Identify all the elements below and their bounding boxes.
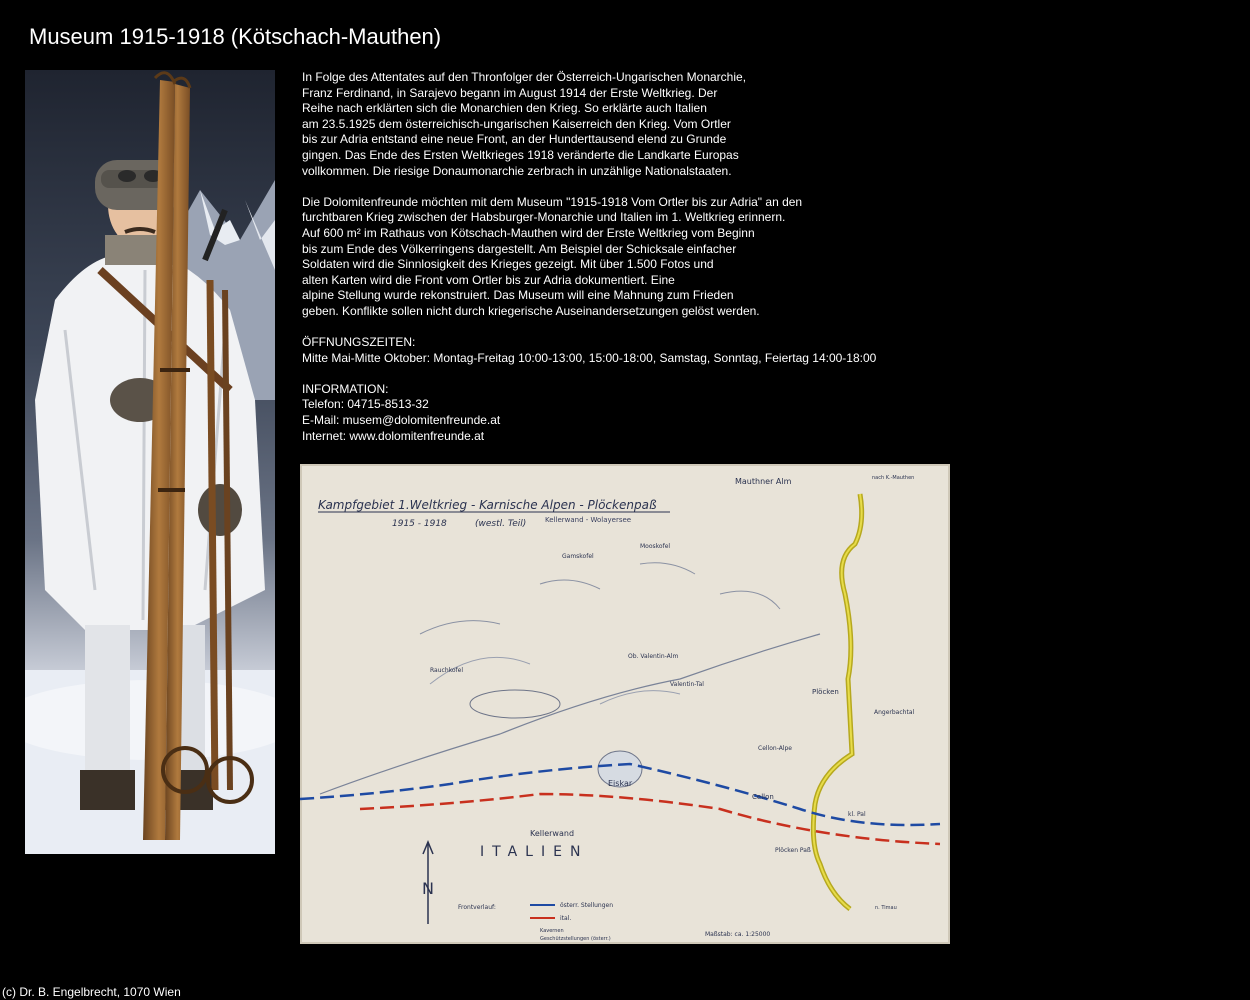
text-line: geben. Konflikte sollen nicht durch kriegerische Auseinandersetzungen gelöst werden. <box>302 303 760 318</box>
legend-austrian: österr. Stellungen <box>560 902 614 909</box>
description <box>302 70 902 460</box>
text-line: Auf 600 m² im Rathaus von Kötschach-Mauthen wird der Erste Weltkrieg vom Beginn <box>302 225 755 240</box>
map-years: 1915 - 1918 <box>392 519 447 529</box>
label-kellerwand: Kellerwand <box>530 829 575 838</box>
text-line: vollkommen. Die riesige Donaumonarchie zerbrach in unzählige Nationalstaaten. <box>302 163 732 178</box>
page-title: Museum 1915-1918 (Kötschach-Mauthen) <box>29 24 442 49</box>
opening-hours-heading: ÖFFNUNGSZEITEN: <box>302 335 416 350</box>
label-valentin-alm: Ob. Valentin-Alm <box>628 653 679 660</box>
intro-paragraph-1 <box>302 70 902 179</box>
email: E-Mail: musem@dolomitenfreunde.at <box>302 413 501 428</box>
legend-guns: Geschützstellungen (österr.) <box>540 936 611 942</box>
map-area: Kellerwand - Wolayersee <box>545 516 632 524</box>
copyright: (c) Dr. B. Engelbrecht, 1070 Wien <box>2 985 181 999</box>
label-ploecken: Plöcken <box>812 688 839 696</box>
label-mauthner-alm: Mauthner Alm <box>735 477 792 486</box>
text-line: am 23.5.1925 dem österreichisch-ungarischen Kaiserreich den Krieg. Vom Ortler <box>302 116 731 131</box>
opening-hours-text: Mitte Mai-Mitte Oktober: Montag-Freitag 10:00-13:00, 15:00-18:00, Samstag, Sonntag, Feiertag 14:00-18:00 <box>302 350 877 365</box>
legend-caverns: Kavernen <box>540 928 564 934</box>
intro-paragraph-2 <box>302 195 902 320</box>
legend-italian: ital. <box>560 915 572 922</box>
text-line: bis zum Ende des Völkerringens dargestellt. Am Beispiel der Schicksale einfacher <box>302 241 737 256</box>
label-kl-pal: kl. Pal <box>848 811 866 818</box>
label-to-timau: n. Timau <box>875 905 897 911</box>
label-gamskofel: Gamskofel <box>562 553 594 560</box>
legend-front: Frontverlauf: <box>458 904 496 911</box>
text-line: alten Karten wird die Front vom Ortler bis zur Adria dokumentiert. Eine <box>302 272 675 287</box>
label-mooskofel: Mooskofel <box>640 543 671 550</box>
information <box>302 382 902 444</box>
north-arrow-label: N <box>422 879 434 898</box>
opening-hours <box>302 335 902 366</box>
information-heading: INFORMATION: <box>302 381 389 396</box>
text-line: In Folge des Attentates auf den Thronfolger der Österreich-Ungarischen Monarchie, <box>302 70 747 84</box>
label-valentin-tal: Valentin-Tal <box>670 681 704 688</box>
battle-map <box>300 464 950 944</box>
text-line: Reihe nach erklärten sich die Monarchien den Krieg. So erklärte auch Italien <box>302 101 707 116</box>
label-angerbachtal: Angerbachtal <box>874 709 915 716</box>
map-subtitle: (westl. Teil) <box>475 519 527 529</box>
text-line: bis zur Adria entstand eine neue Front, an der Hunderttausend elend zu Grunde <box>302 132 727 147</box>
text-line: Franz Ferdinand, in Sarajevo begann im August 1914 der Erste Weltkrieg. Der <box>302 85 718 100</box>
label-cellon-alpe: Cellon-Alpe <box>758 745 792 752</box>
map-title: Kampfgebiet 1.Weltkrieg - Karnische Alpen - Plöckenpaß <box>318 498 657 512</box>
phone: Telefon: 04715-8513-32 <box>302 397 429 412</box>
label-cellon: Cellon <box>752 793 774 801</box>
text-line: Soldaten wird die Sinnlosigkeit des Krieges gezeigt. Mit über 1.500 Fotos und <box>302 257 714 272</box>
label-to-mauthen: nach K.-Mauthen <box>872 475 915 481</box>
map-scale: Maßstab: ca. 1:25000 <box>705 931 771 938</box>
website: Internet: www.dolomitenfreunde.at <box>302 428 485 443</box>
text-line: Die Dolomitenfreunde möchten mit dem Museum "1915-1918 Vom Ortler bis zur Adria" an den <box>302 194 803 209</box>
label-rauchkofel: Rauchkofel <box>430 667 464 674</box>
exhibit-photo <box>25 70 275 854</box>
country-label: ITALIEN <box>480 844 589 860</box>
label-ploeckenpass: Plöcken Paß <box>775 847 811 854</box>
label-eiskar: Eiskar <box>608 779 633 788</box>
text-line: furchtbaren Krieg zwischen der Habsburger-Monarchie und Italien im 1. Weltkrieg erinnern. <box>302 210 786 225</box>
text-line: alpine Stellung wurde rekonstruiert. Das Museum will eine Mahnung zum Frieden <box>302 288 734 303</box>
text-line: gingen. Das Ende des Ersten Weltkrieges 1918 veränderte die Landkarte Europas <box>302 147 739 162</box>
